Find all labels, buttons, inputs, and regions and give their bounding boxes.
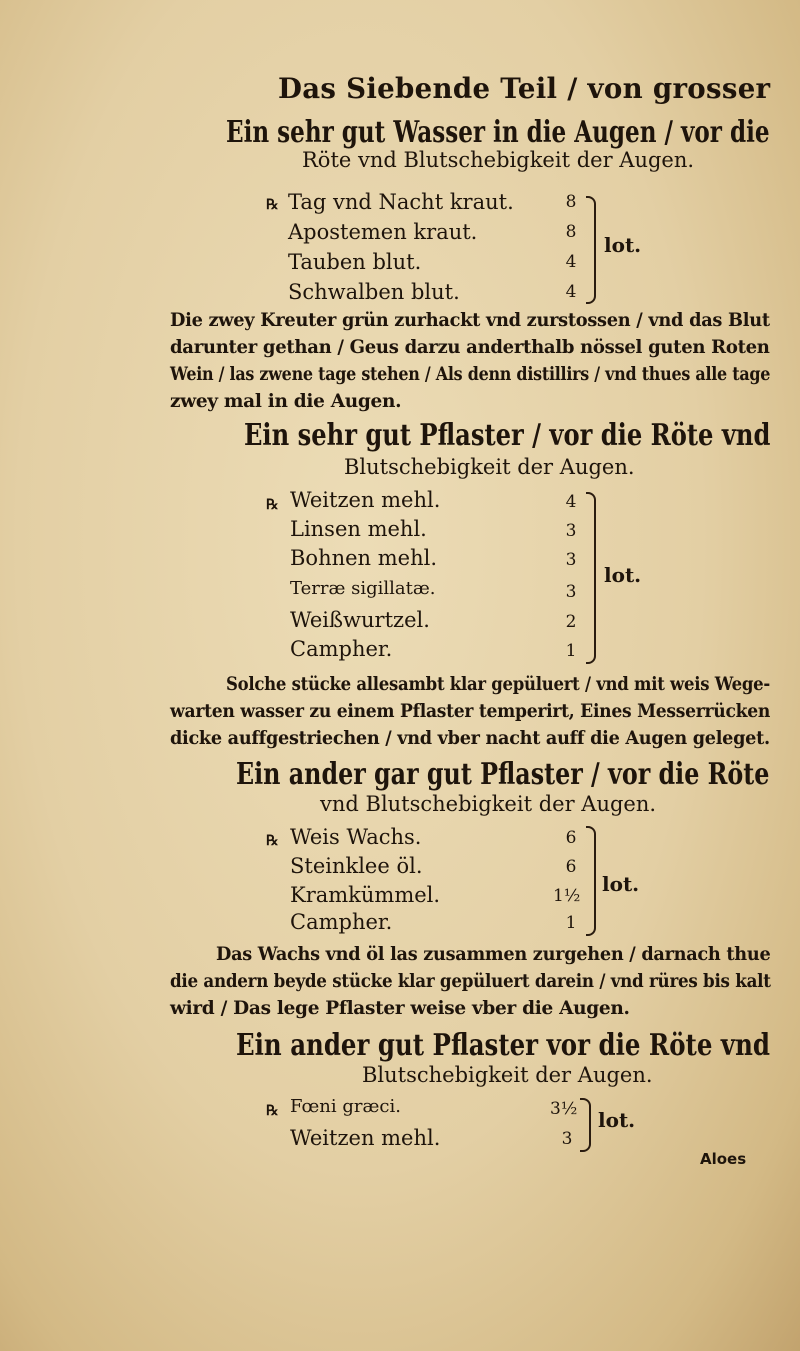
recipe-3-text-line: wird / Das lege Pflaster weise vber die Augen. — [170, 998, 630, 1019]
recipe-symbol: ℞ — [266, 197, 279, 213]
recipe-3-text-line: die andern beyde stücke klar gepüluert darein / vnd rüres bis kalt — [170, 971, 771, 992]
ingredient-quantity: 3 — [565, 550, 577, 570]
ingredient-quantity: 1½ — [553, 886, 581, 906]
ingredient-name: Apostemen kraut. — [288, 220, 478, 244]
ingredient-name: Weis Wachs. — [290, 825, 422, 849]
ingredient-name: Campher. — [290, 637, 393, 661]
recipe-4-subtitle: Blutschebigkeit der Augen. — [362, 1063, 653, 1087]
ingredient-quantity: 1 — [565, 913, 577, 933]
ingredient-name: Weitzen mehl. — [290, 488, 441, 512]
recipe-3-subtitle: vnd Blutschebigkeit der Augen. — [320, 792, 657, 816]
ingredient-quantity: 6 — [565, 828, 577, 848]
ingredient-name: Weißwurtzel. — [290, 608, 430, 632]
ingredient-name: Fœni græci. — [290, 1096, 401, 1117]
recipe-2-text-line: warten wasser zu einem Pflaster temperirt, Eines Messerrücken — [170, 701, 771, 722]
ingredient-name: Bohnen mehl. — [290, 546, 438, 570]
running-title: Das Siebende Teil / von grosser — [278, 72, 771, 105]
recipe-2-title: Ein sehr gut Pflaster / vor die Röte vnd — [244, 418, 771, 453]
ingredient-name: Terræ sigillatæ. — [290, 578, 436, 599]
ingredient-name: Schwalben blut. — [288, 280, 460, 304]
ingredient-name: Kramkümmel. — [290, 883, 441, 907]
recipe-1-text-line: darunter gethan / Geus darzu anderthalb nössel guten Roten — [170, 337, 770, 358]
ingredient-quantity: 4 — [565, 492, 577, 512]
ingredient-quantity: 3 — [561, 1129, 573, 1149]
ingredient-quantity: 4 — [565, 282, 577, 302]
ingredient-quantity: 3 — [565, 521, 577, 541]
ingredient-quantity: 3½ — [550, 1099, 578, 1119]
recipe-3-text-line: Das Wachs vnd öl las zusammen zurgehen / darnach thue — [216, 944, 771, 965]
ingredient-name: Campher. — [290, 910, 393, 934]
grouping-brace — [586, 826, 596, 936]
grouping-brace — [586, 196, 596, 304]
recipe-2-text-line: dicke auffgestriechen / vnd vber nacht auff die Augen geleget. — [170, 728, 770, 749]
ingredient-quantity: 3 — [565, 582, 577, 602]
ingredient-quantity: 2 — [565, 612, 577, 632]
recipe-4-title: Ein ander gut Pflaster vor die Röte vnd — [236, 1028, 771, 1063]
recipe-1-title: Ein sehr gut Wasser in die Augen / vor die — [226, 115, 770, 150]
ingredient-quantity: 8 — [565, 192, 577, 212]
ingredient-name: Steinklee öl. — [290, 854, 423, 878]
grouping-brace — [586, 492, 596, 664]
ingredient-quantity: 6 — [565, 857, 577, 877]
recipe-symbol: ℞ — [266, 497, 279, 513]
ingredient-name: Tag vnd Nacht kraut. — [288, 190, 514, 214]
ingredient-name: Linsen mehl. — [290, 517, 427, 541]
recipe-2-text-line: Solche stücke allesambt klar gepüluert / vnd mit weis Wege- — [226, 674, 770, 695]
recipe-1-subtitle: Röte vnd Blutschebigkeit der Augen. — [302, 148, 695, 172]
unit-label: lot. — [598, 1108, 636, 1132]
recipe-2-subtitle: Blutschebigkeit der Augen. — [344, 455, 635, 479]
unit-label: lot. — [602, 872, 640, 896]
grouping-brace — [580, 1098, 591, 1152]
unit-label: lot. — [604, 563, 642, 587]
recipe-1-text-line: zwey mal in die Augen. — [170, 391, 402, 412]
recipe-symbol: ℞ — [266, 1103, 279, 1119]
recipe-1-text-line: Wein / las zwene tage stehen / Als denn distillirs / vnd thues alle tage — [170, 364, 771, 385]
ingredient-quantity: 1 — [565, 641, 577, 661]
recipe-symbol: ℞ — [266, 833, 279, 849]
recipe-3-title: Ein ander gar gut Pflaster / vor die Röte — [236, 757, 770, 792]
ingredient-quantity: 8 — [565, 222, 577, 242]
catchword: Aloes — [700, 1150, 747, 1168]
ingredient-quantity: 4 — [565, 252, 577, 272]
unit-label: lot. — [604, 233, 642, 257]
recipe-1-text-line: Die zwey Kreuter grün zurhackt vnd zurstossen / vnd das Blut — [170, 310, 770, 331]
ingredient-name: Weitzen mehl. — [290, 1126, 441, 1150]
ingredient-name: Tauben blut. — [288, 250, 422, 274]
